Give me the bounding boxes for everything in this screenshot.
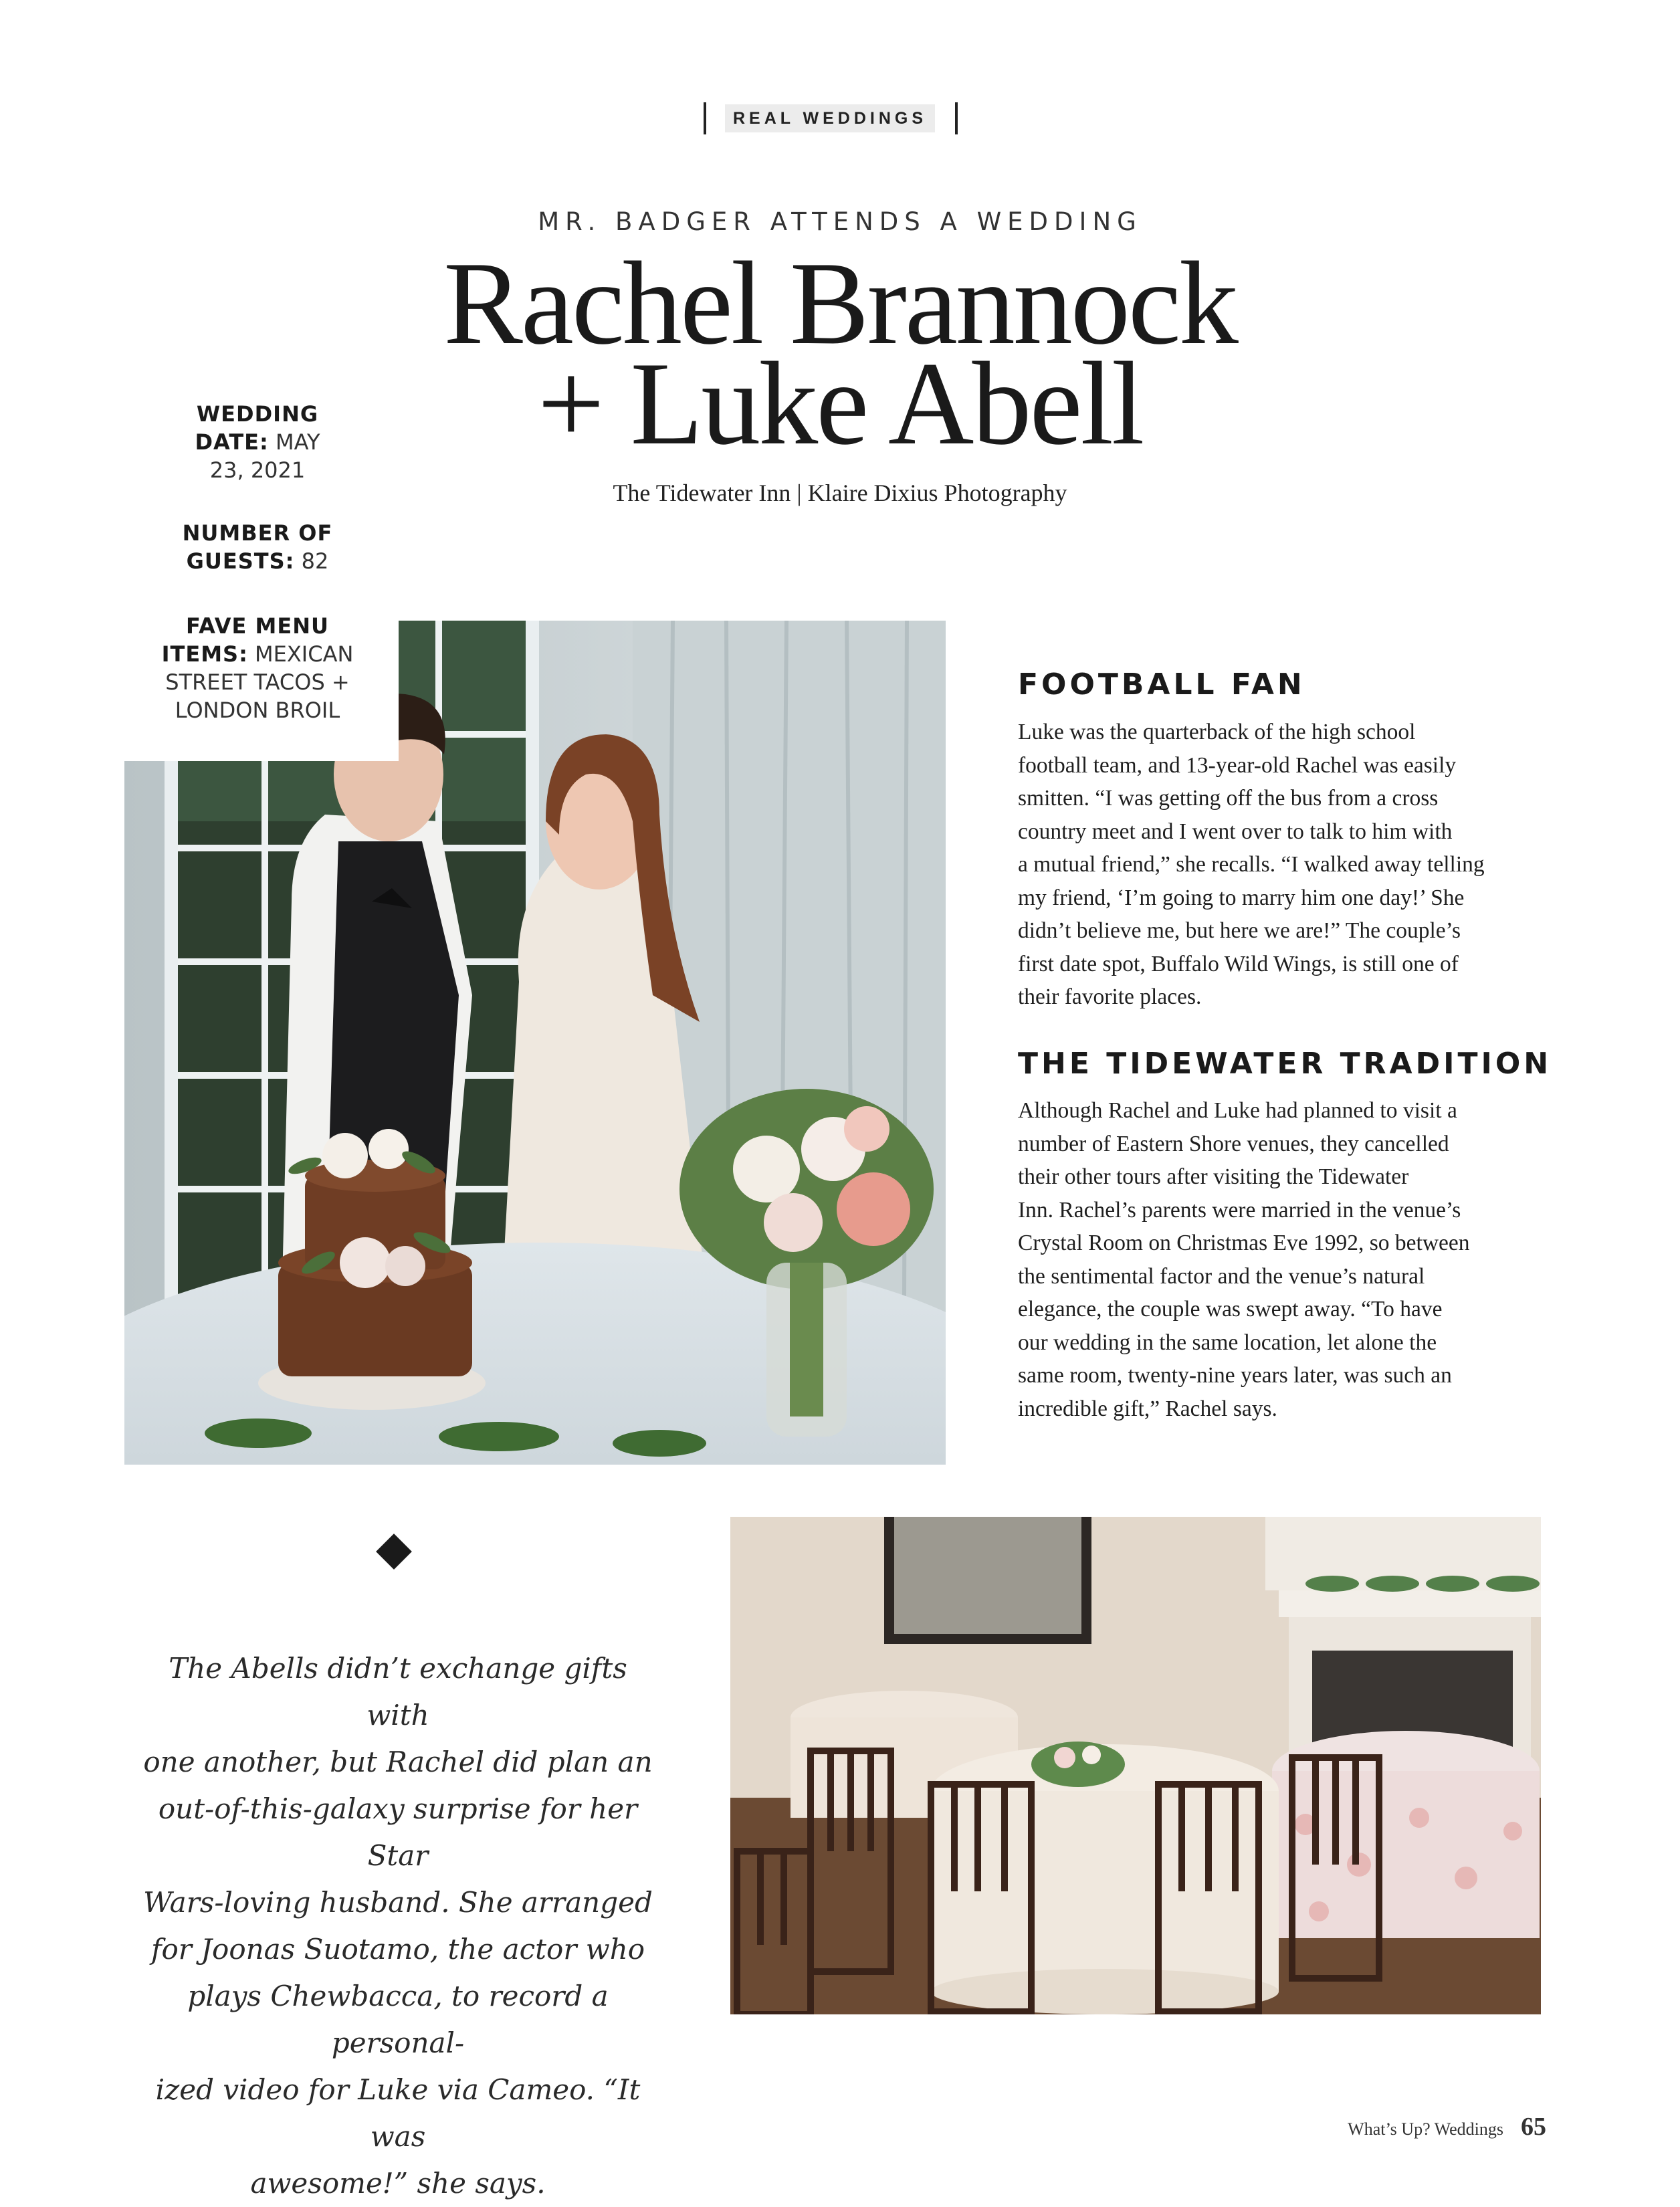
tag-divider-left [704,102,706,134]
body-line: incredible gift,” Rachel says. [1018,1396,1277,1421]
title-line-2: + Luke Abell [537,337,1143,469]
page-footer [1348,2112,1546,2141]
quote-line: Wars-loving husband. She arranged [143,1886,653,1919]
wedding-date-label-b: DATE: [195,429,269,455]
section-heading-tidewater: THE TIDEWATER TRADITION [1018,1047,1552,1081]
quote-line: The Abells didn’t exchange gifts with [169,1652,627,1731]
section-body-football [1018,716,1533,1014]
body-line: our wedding in the same location, let alone the [1018,1330,1437,1355]
quote-line: one another, but Rachel did plan an [143,1746,653,1778]
pull-quote [134,1645,662,2207]
menu-label-a: FAVE MENU [185,613,329,639]
title-line-1: Rachel Brannock [443,237,1237,369]
menu-value-b: STREET TACOS + [165,669,350,695]
wedding-date-value-a: MAY [275,429,320,455]
quote-line: for Joonas Suotamo, the actor who [150,1933,645,1966]
menu-label-b: ITEMS: [161,641,248,667]
body-line: country meet and I went over to talk to him with [1018,819,1453,844]
quote-line: plays Chewbacca, to record a personal- [187,1980,609,2059]
body-line: Luke was the quarterback of the high school [1018,720,1416,744]
kicker: MR. BADGER ATTENDS A WEDDING [538,207,1142,236]
quote-line: awesome!” she says. [250,2167,546,2200]
reception-room-photo [730,1517,1541,2014]
menu-value-a: MEXICAN [255,641,354,667]
body-line: the sentimental factor and the venue’s natural [1018,1263,1425,1289]
body-line: a mutual friend,” she recalls. “I walked away telling [1018,852,1485,877]
body-line: Inn. Rachel’s parents were married in the venue’s [1018,1197,1461,1223]
fact-guests [134,519,381,575]
section-tag: REAL WEDDINGS [725,104,935,132]
body-line: smitten. “I was getting off the bus from a cross [1018,786,1439,811]
menu-value-c: LONDON BROIL [175,698,340,723]
fact-wedding-date [134,400,381,484]
guests-label-b: GUESTS: [186,548,295,574]
body-line: didn’t believe me, but here we are!” The couple’s [1018,918,1461,943]
quote-line: out-of-this-galaxy surprise for her Star [158,1792,638,1872]
body-line: Although Rachel and Luke had planned to visit a [1018,1098,1457,1123]
body-line: their favorite places. [1018,984,1202,1009]
publication-name: What’s Up? Weddings [1348,2119,1503,2139]
body-line: elegance, the couple was swept away. “To have [1018,1297,1443,1322]
diamond-ornament-icon [376,1534,412,1570]
body-line: my friend, ‘I’m going to marry him one day!’ She [1018,885,1465,910]
body-line: same room, twenty-nine years later, was such an [1018,1363,1452,1388]
wedding-date-label-a: WEDDING [196,401,319,427]
quote-line: ized video for Luke via Cameo. “It was [155,2073,641,2153]
wedding-date-value-b: 23, 2021 [209,457,306,483]
body-line: first date spot, Buffalo Wild Wings, is still one of [1018,951,1459,976]
tag-divider-right [955,102,958,134]
body-line: number of Eastern Shore venues, they cancelled [1018,1131,1449,1156]
section-body-tidewater [1018,1094,1533,1425]
fact-menu [134,612,381,724]
body-line: their other tours after visiting the Tidewater [1018,1164,1409,1189]
guests-value: 82 [301,548,329,574]
photo-credit: The Tidewater Inn | Klaire Dixius Photography [613,480,1067,506]
page-number: 65 [1521,2113,1546,2141]
section-heading-football: FOOTBALL FAN [1018,667,1305,702]
body-line: Crystal Room on Christmas Eve 1992, so between [1018,1231,1470,1255]
guests-label-a: NUMBER OF [182,520,333,546]
body-line: football team, and 13-year-old Rachel was easily [1018,752,1457,778]
